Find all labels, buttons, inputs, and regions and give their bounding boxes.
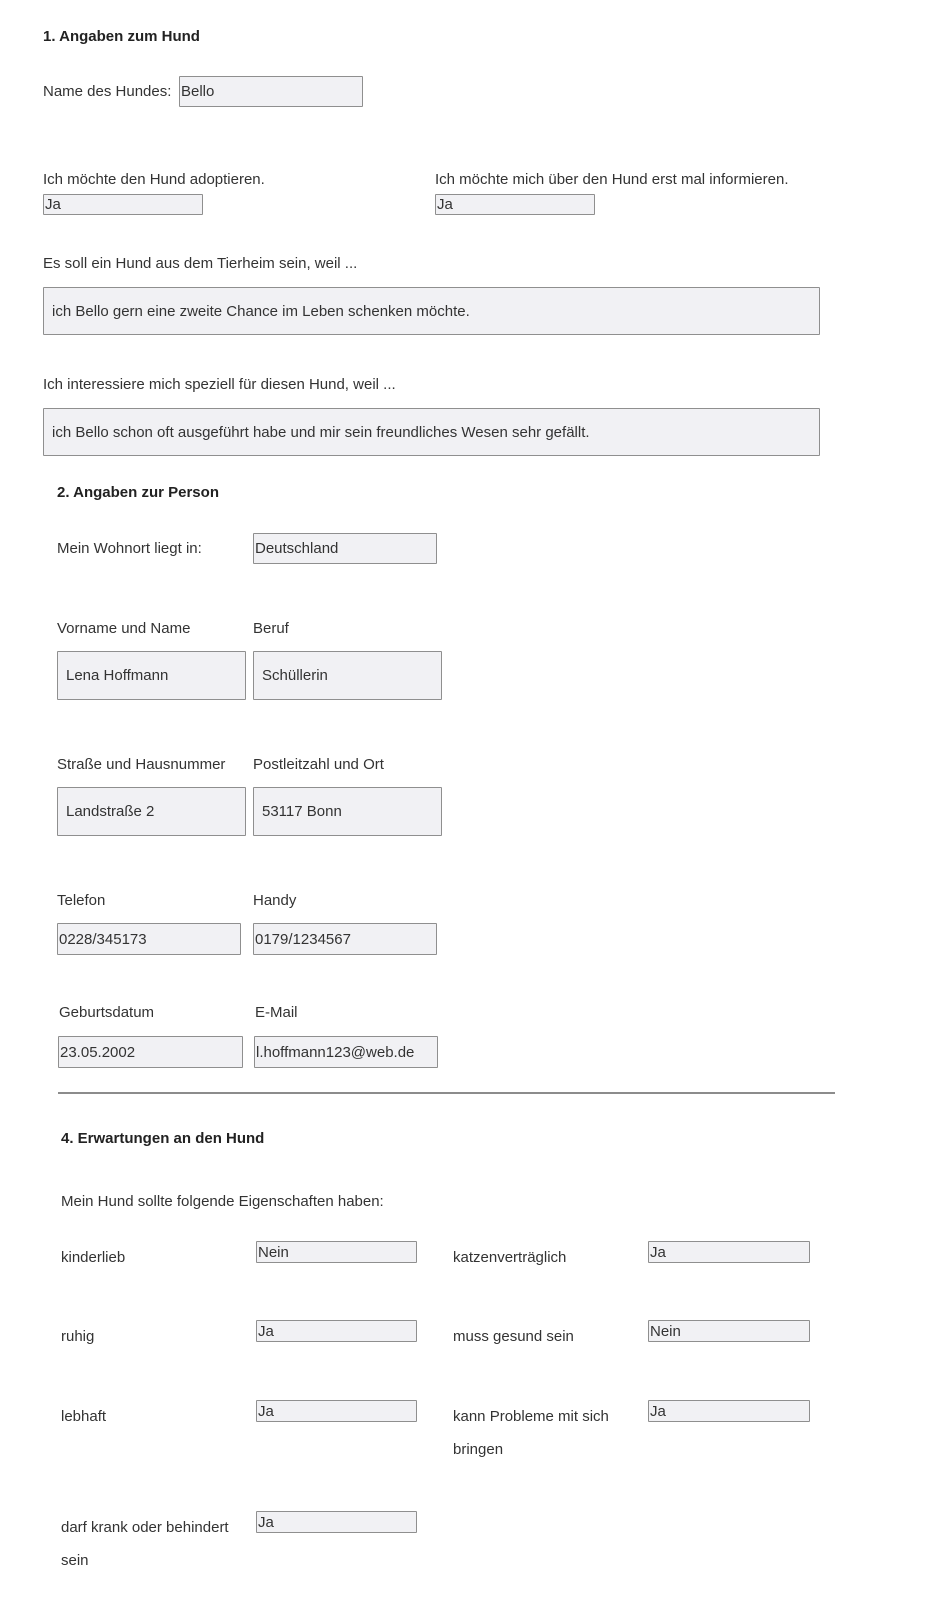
residence-label: Mein Wohnort liegt in: — [57, 540, 202, 557]
shelter-reason-label: Es soll ein Hund aus dem Tierheim sein, weil ... — [43, 255, 358, 272]
email-label: E-Mail — [255, 1004, 298, 1021]
trait-sick-label: darf krank oder behindert sein — [61, 1519, 229, 1569]
trait-healthy-label: muss gesund sein — [453, 1328, 574, 1345]
zip-city-input[interactable] — [253, 787, 442, 836]
trait-calm-input[interactable] — [256, 1320, 417, 1342]
street-label: Straße und Hausnummer — [57, 756, 226, 773]
adopt-input[interactable] — [43, 194, 203, 215]
mobile-input[interactable] — [253, 923, 437, 955]
trait-healthy-input[interactable] — [648, 1320, 810, 1342]
trait-cat-friendly-input[interactable] — [648, 1241, 810, 1263]
residence-input[interactable] — [253, 533, 437, 564]
street-input[interactable] — [57, 787, 246, 836]
occupation-label: Beruf — [253, 620, 289, 637]
dog-name-input[interactable] — [179, 76, 363, 107]
full-name-input[interactable] — [57, 651, 246, 700]
inform-label: Ich möchte mich über den Hund erst mal informieren. — [435, 171, 789, 188]
section-4-heading: 4. Erwartungen an den Hund — [61, 1130, 265, 1147]
section-1-heading: 1. Angaben zum Hund — [43, 28, 200, 45]
section-2-heading: 2. Angaben zur Person — [57, 484, 219, 501]
traits-intro: Mein Hund sollte folgende Eigenschaften haben: — [61, 1193, 384, 1210]
interest-reason-input[interactable] — [43, 408, 820, 456]
phone-input[interactable] — [57, 923, 241, 955]
trait-child-friendly-input[interactable] — [256, 1241, 417, 1263]
phone-label: Telefon — [57, 892, 106, 909]
trait-calm-label: ruhig — [61, 1328, 95, 1345]
trait-sick-input[interactable] — [256, 1511, 417, 1533]
email-input[interactable] — [254, 1036, 438, 1068]
trait-lively-input[interactable] — [256, 1400, 417, 1422]
birthdate-label: Geburtsdatum — [59, 1004, 155, 1021]
trait-problems-input[interactable] — [648, 1400, 810, 1422]
mobile-label: Handy — [253, 892, 297, 909]
dog-name-label: Name des Hundes: — [43, 83, 172, 100]
trait-cat-friendly-label: katzenverträglich — [453, 1249, 567, 1266]
adopt-label: Ich möchte den Hund adoptieren. — [43, 171, 265, 188]
interest-reason-label: Ich interessiere mich speziell für diesen Hund, weil ... — [43, 376, 396, 393]
inform-input[interactable] — [435, 194, 595, 215]
trait-lively-label: lebhaft — [61, 1408, 107, 1425]
birthdate-input[interactable] — [58, 1036, 243, 1068]
trait-child-friendly-label: kinderlieb — [61, 1249, 126, 1266]
occupation-input[interactable] — [253, 651, 442, 700]
shelter-reason-input[interactable] — [43, 287, 820, 335]
full-name-label: Vorname und Name — [57, 620, 191, 637]
trait-problems-label: kann Probleme mit sich bringen — [453, 1408, 609, 1458]
zip-city-label: Postleitzahl und Ort — [253, 756, 384, 773]
section-divider — [58, 1092, 835, 1094]
